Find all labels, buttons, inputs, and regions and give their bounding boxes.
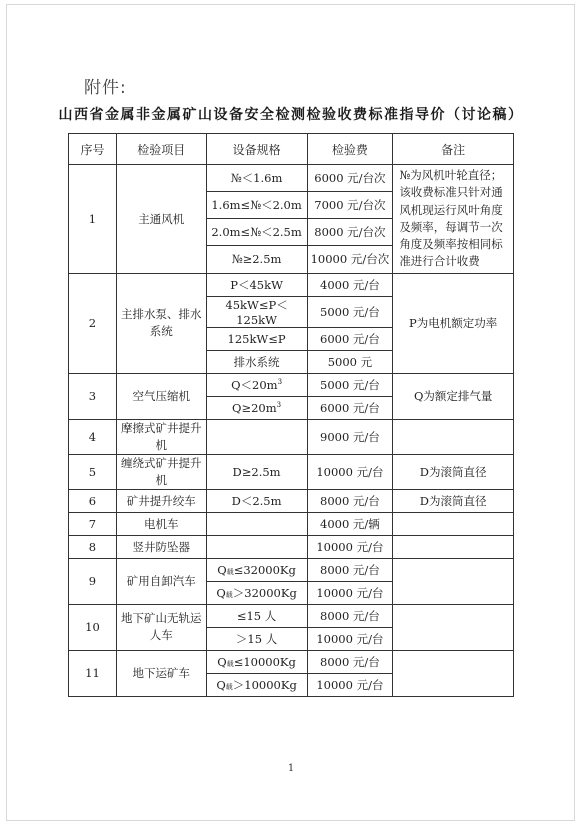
inspection-item: 地下运矿车 [116, 650, 206, 696]
row-number: 11 [69, 650, 117, 696]
fee-cell: 10000 元/台次 [307, 246, 393, 273]
page-number: 1 [287, 763, 295, 774]
fee-cell: 4000 元/台 [307, 273, 393, 296]
table-row [69, 489, 514, 512]
document-title: 山西省金属非金属矿山设备安全检测检验收费标准指导价（讨论稿） [58, 107, 524, 123]
superscript: 3 [276, 400, 282, 409]
fee-cell: 6000 元/台 [307, 327, 393, 350]
table-row [69, 535, 514, 558]
fee-cell: 5000 元 [307, 350, 393, 373]
row-number: 4 [69, 419, 117, 454]
spec-cell [206, 396, 307, 419]
row-number: 5 [69, 454, 117, 489]
inspection-item: 矿井提升绞车 [116, 489, 206, 512]
row-number: 1 [69, 165, 117, 274]
spec-cell: 45kW≤P＜125kW [206, 296, 307, 327]
spec-symbol: Q [217, 654, 227, 669]
row-number: 8 [69, 535, 117, 558]
fee-cell: 6000 元/台 [307, 396, 393, 419]
inspection-item: 矿用自卸汽车 [116, 558, 206, 604]
fee-cell: 10000 元/台 [307, 454, 393, 489]
header-remark: 备注 [393, 134, 514, 165]
remark-cell [393, 604, 514, 650]
header-fee: 检验费 [307, 134, 393, 165]
table-row [69, 512, 514, 535]
remark-cell: P为电机额定功率 [393, 273, 514, 373]
table-row [69, 373, 514, 396]
fee-standard-table [68, 133, 514, 697]
remark-cell [393, 558, 514, 604]
fee-cell: 5000 元/台 [307, 296, 393, 327]
inspection-item: 摩擦式矿井提升机 [116, 419, 206, 454]
inspection-item: 竖井防坠器 [116, 535, 206, 558]
remark-cell [393, 419, 514, 454]
spec-text: Q＜20m [231, 377, 278, 392]
inspection-item: 空气压缩机 [116, 373, 206, 419]
row-number: 6 [69, 489, 117, 512]
fee-cell: 8000 元/台 [307, 604, 393, 627]
spec-cell [206, 535, 307, 558]
table-row [69, 165, 514, 192]
spec-cell [206, 558, 307, 581]
inspection-item: 地下矿山无轨运人车 [116, 604, 206, 650]
remark-cell: D为滚筒直径 [393, 489, 514, 512]
fee-cell: 10000 元/台 [307, 535, 393, 558]
header-no: 序号 [69, 134, 117, 165]
fee-cell: 8000 元/台 [307, 650, 393, 673]
fee-cell: 6000 元/台次 [307, 165, 393, 192]
spec-text: ＞32000Kg [232, 585, 297, 600]
spec-cell: №＜1.6m [206, 165, 307, 192]
table-row [69, 454, 514, 489]
attachment-label: 附件: [84, 78, 127, 98]
fee-cell: 10000 元/台 [307, 581, 393, 604]
subscript: 载 [225, 682, 233, 691]
fee-cell: 4000 元/辆 [307, 512, 393, 535]
spec-cell [206, 373, 307, 396]
table-row [69, 558, 514, 581]
fee-cell: 7000 元/台次 [307, 192, 393, 219]
table-row [69, 273, 514, 296]
table-row [69, 650, 514, 673]
remark-cell: №为风机叶轮直径；该收费标准只针对通风机现运行风叶角度及频率，每调节一次角度及频率按相同标准进行合计收费 [393, 165, 514, 274]
row-number: 2 [69, 273, 117, 373]
fee-cell: 10000 元/台 [307, 673, 393, 696]
superscript: 3 [277, 377, 283, 386]
spec-cell: 排水系统 [206, 350, 307, 373]
remark-cell [393, 650, 514, 696]
spec-cell: P＜45kW [206, 273, 307, 296]
header-spec: 设备规格 [206, 134, 307, 165]
spec-symbol: Q [216, 585, 226, 600]
row-number: 9 [69, 558, 117, 604]
fee-cell: 8000 元/台 [307, 558, 393, 581]
subscript: 载 [225, 590, 233, 599]
header-item: 检验项目 [116, 134, 206, 165]
remark-cell: D为滚筒直径 [393, 454, 514, 489]
remark-cell [393, 512, 514, 535]
spec-cell: 2.0m≤№＜2.5m [206, 219, 307, 246]
row-number: 7 [69, 512, 117, 535]
subscript: 载 [226, 659, 234, 668]
table-row [69, 604, 514, 627]
subscript: 载 [226, 567, 234, 576]
inspection-item: 电机车 [116, 512, 206, 535]
spec-symbol: Q [216, 677, 226, 692]
remark-cell [393, 535, 514, 558]
table-header-row [69, 134, 514, 165]
spec-text: Q≥20m [232, 400, 277, 415]
spec-cell: D≥2.5m [206, 454, 307, 489]
inspection-item: 主排水泵、排水系统 [116, 273, 206, 373]
spec-symbol: Q [217, 562, 227, 577]
fee-cell: 5000 元/台 [307, 373, 393, 396]
spec-cell [206, 650, 307, 673]
row-number: 3 [69, 373, 117, 419]
spec-cell: 125kW≤P [206, 327, 307, 350]
spec-cell: 1.6m≤№＜2.0m [206, 192, 307, 219]
table-row [69, 419, 514, 454]
spec-text: ≤32000Kg [233, 562, 296, 577]
fee-cell: 8000 元/台次 [307, 219, 393, 246]
spec-text: ＞10000Kg [232, 677, 297, 692]
spec-cell: D＜2.5m [206, 489, 307, 512]
fee-cell: 9000 元/台 [307, 419, 393, 454]
remark-cell: Q为额定排气量 [393, 373, 514, 419]
spec-cell [206, 419, 307, 454]
spec-text: ≤10000Kg [233, 654, 296, 669]
fee-cell: 8000 元/台 [307, 489, 393, 512]
spec-cell [206, 581, 307, 604]
row-number: 10 [69, 604, 117, 650]
spec-cell [206, 673, 307, 696]
spec-cell: №≥2.5m [206, 246, 307, 273]
spec-cell: ≤15 人 [206, 604, 307, 627]
fee-cell: 10000 元/台 [307, 627, 393, 650]
inspection-item: 缠绕式矿井提升机 [116, 454, 206, 489]
inspection-item: 主通风机 [116, 165, 206, 274]
spec-cell: ＞15 人 [206, 627, 307, 650]
spec-cell [206, 512, 307, 535]
